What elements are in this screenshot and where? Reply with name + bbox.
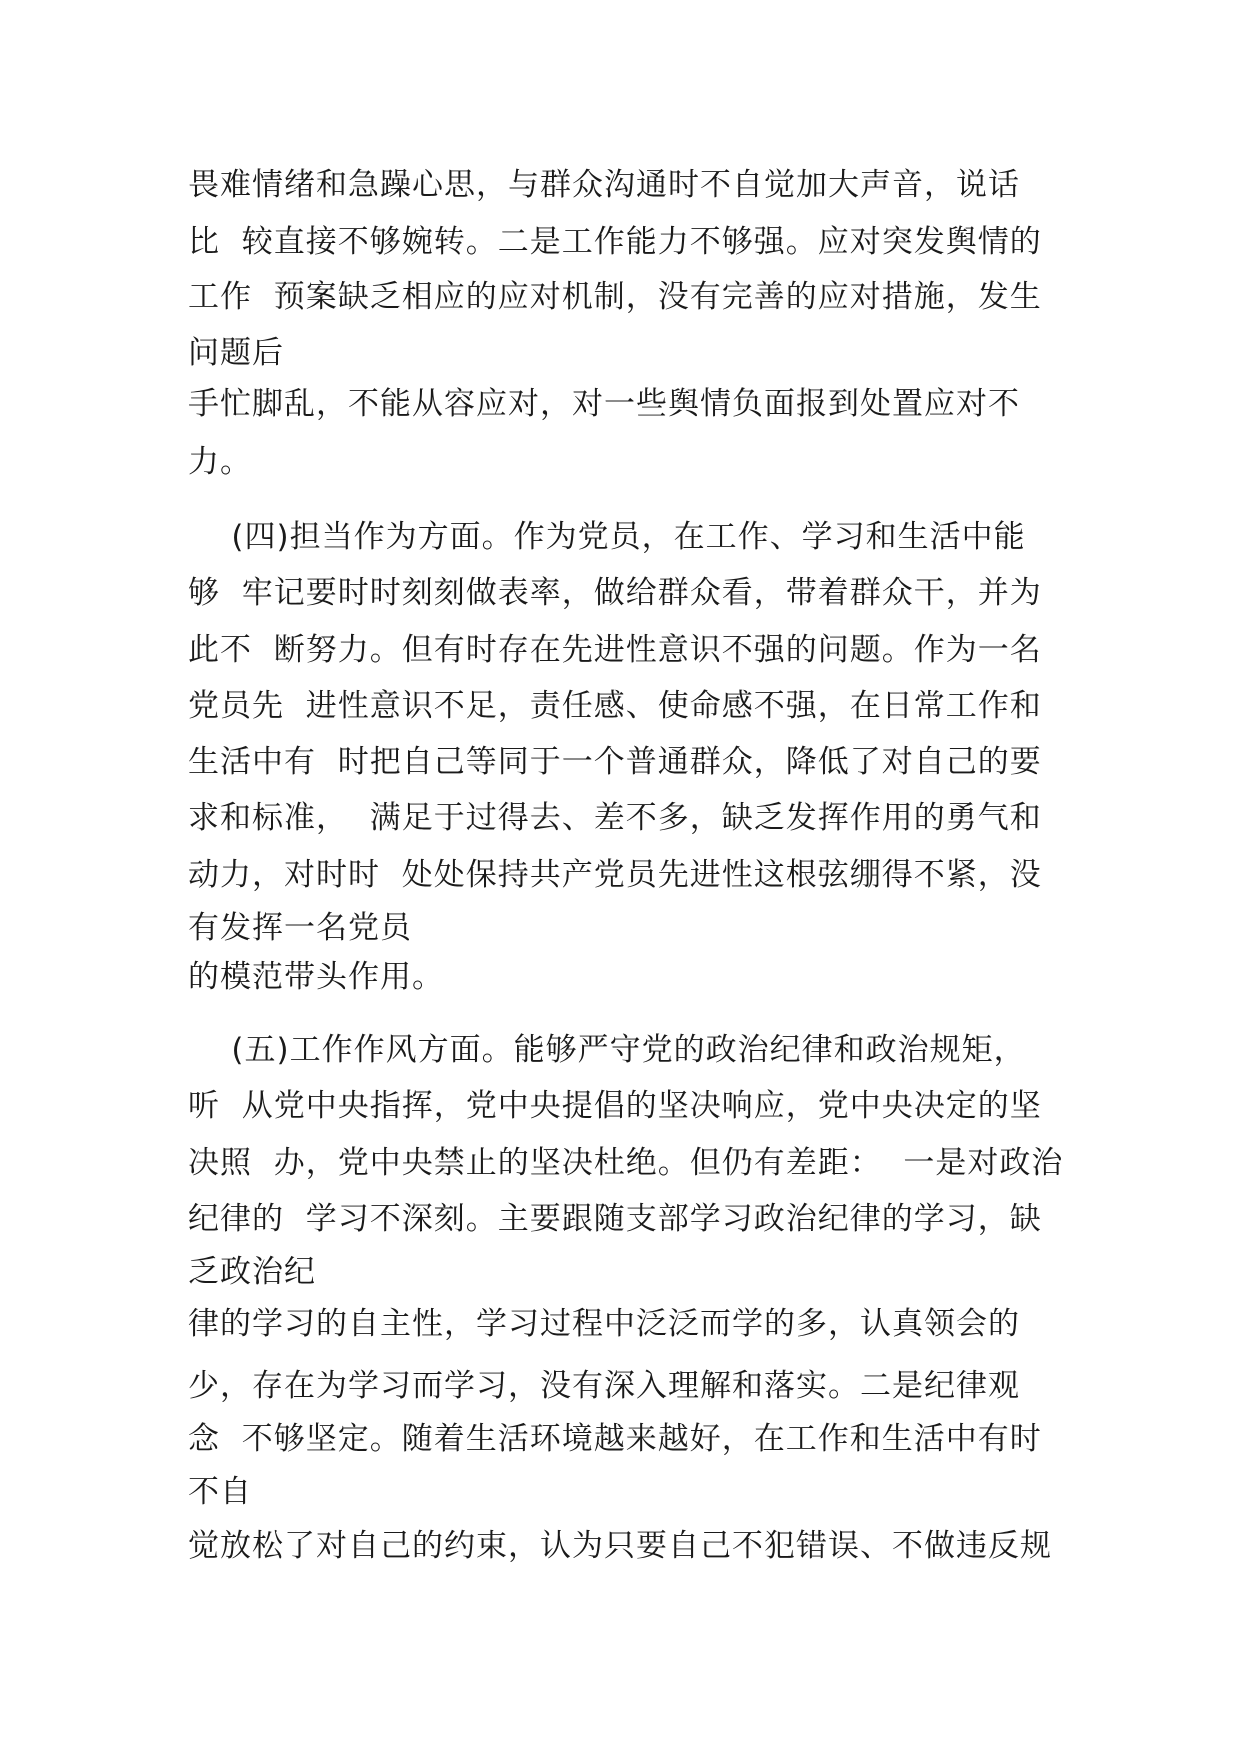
paragraph-heading-4: (四)担当作为方面。作为党员，在工作、学习和生活中能 — [188, 519, 1026, 555]
text-line: 畏难情绪和急躁心思，与群众沟通时不自觉加大声音，说话 — [188, 167, 1020, 203]
text-line: 生活中有 时把自己等同于一个普通群众，降低了对自己的要 — [188, 744, 1042, 780]
text-line: 决照 办，党中央禁止的坚决杜绝。但仍有差距： 一是对政治 — [188, 1145, 1064, 1181]
text-line: 力。 — [188, 444, 252, 480]
text-line: 律的学习的自主性，学习过程中泛泛而学的多，认真领会的 — [188, 1306, 1020, 1342]
text-line: 党员先 进性意识不足，责任感、使命感不强，在日常工作和 — [188, 688, 1042, 724]
paragraph-heading-5: (五)工作作风方面。能够严守党的政治纪律和政治规矩， — [188, 1032, 1026, 1068]
text-line: 问题后 — [188, 335, 284, 371]
text-line: 有发挥一名党员 — [188, 910, 412, 946]
text-line: 手忙脚乱，不能从容应对，对一些舆情负面报到处置应对不 — [188, 386, 1020, 422]
text-line: 少，存在为学习而学习，没有深入理解和落实。二是纪律观 — [188, 1368, 1020, 1404]
text-line: 乏政治纪 — [188, 1254, 316, 1290]
text-line: 不自 — [188, 1474, 252, 1510]
text-line: 纪律的 学习不深刻。主要跟随支部学习政治纪律的学习，缺 — [188, 1201, 1042, 1237]
text-line: 动力，对时时 处处保持共产党员先进性这根弦绷得不紧，没 — [188, 857, 1042, 893]
text-line: 求和标准， 满足于过得去、差不多，缺乏发挥作用的勇气和 — [188, 800, 1042, 836]
text-line: 此不 断努力。但有时存在先进性意识不强的问题。作为一名 — [188, 632, 1042, 668]
text-line: 念 不够坚定。随着生活环境越来越好，在工作和生活中有时 — [188, 1421, 1042, 1457]
text-line: 工作 预案缺乏相应的应对机制，没有完善的应对措施，发生 — [188, 279, 1042, 315]
text-line: 听 从党中央指挥，党中央提倡的坚决响应，党中央决定的坚 — [188, 1088, 1042, 1124]
text-line: 觉放松了对自己的约束，认为只要自己不犯错误、不做违反规 — [188, 1528, 1052, 1564]
text-line: 比 较直接不够婉转。二是工作能力不够强。应对突发舆情的 — [188, 224, 1042, 260]
text-line: 够 牢记要时时刻刻做表率，做给群众看，带着群众干，并为 — [188, 575, 1042, 611]
text-line: 的模范带头作用。 — [188, 959, 444, 995]
